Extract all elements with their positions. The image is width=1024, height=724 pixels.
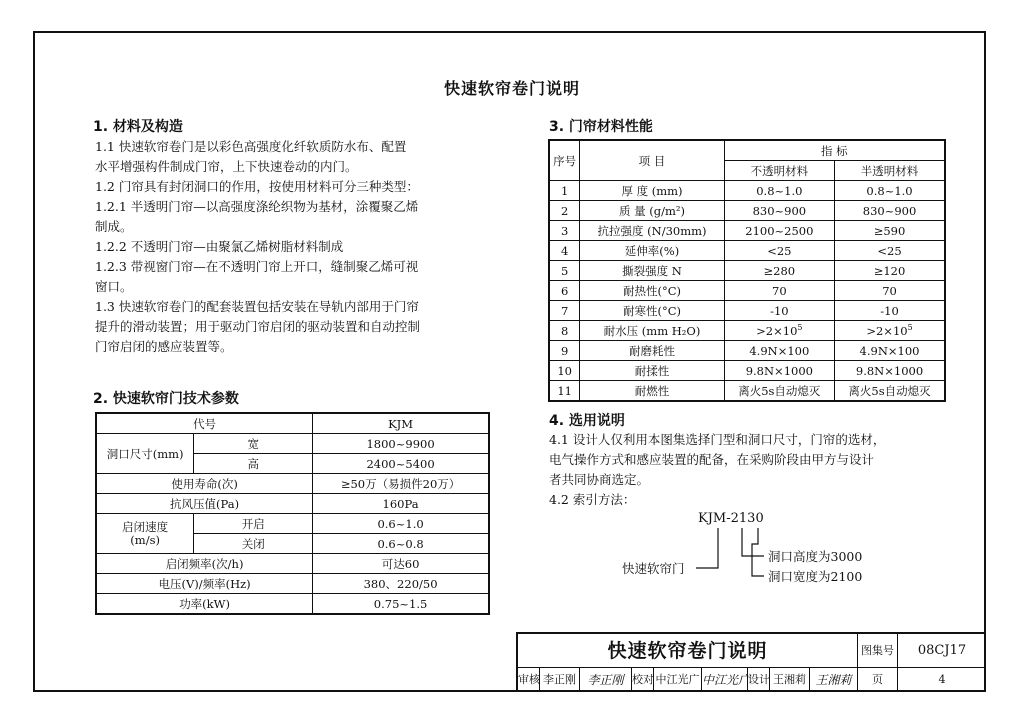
header-no: 序号 <box>549 140 580 181</box>
exponent: 5 <box>907 323 913 333</box>
material-opaque: 830~900 <box>752 203 807 218</box>
material-opaque: <25 <box>767 243 792 258</box>
material-semi: -10 <box>880 303 899 318</box>
material-no: 10 <box>557 363 572 378</box>
design-label: 设计 <box>748 668 770 692</box>
sec1-line: 提升的滑动装置；用于驱动门帘启闭的驱动装置和自动控制 <box>95 319 421 334</box>
material-no: 1 <box>561 183 569 198</box>
header-opaque: 不透明材料 <box>724 161 834 181</box>
open-label: 开启 <box>194 514 313 534</box>
sec1-line: 水平增强构件制成门帘，上下快速卷动的内门。 <box>95 159 358 174</box>
review-signature: 李正刚 <box>580 668 632 692</box>
code-label: 代号 <box>96 413 313 434</box>
material-item: 抗拉强度 (N/30mm) <box>597 223 707 238</box>
sec4-line: 4.1 设计人仅利用本图集选择门型和洞口尺寸，门帘的选材， <box>549 432 886 447</box>
height-label: 高 <box>194 454 313 474</box>
wind-pressure-label: 抗风压值(Pa) <box>96 494 313 514</box>
sec1-line: 窗口。 <box>95 279 133 294</box>
review-label: 审核 <box>518 668 540 692</box>
sec4-line: 电气操作方式和感应装置的配备，在采购阶段由甲方与设计 <box>549 452 875 467</box>
speed-label: 启闭速度 <box>122 519 169 534</box>
frequency-label: 启闭频率(次/h) <box>96 554 313 574</box>
code-value: KJM <box>313 413 489 434</box>
review-name: 李正刚 <box>540 668 580 692</box>
material-opaque: -10 <box>770 303 789 318</box>
width-label: 宽 <box>194 434 313 454</box>
material-item: 耐寒性(°C) <box>622 303 681 318</box>
sec1-line: 1.2.2 不透明门帘—由聚氯乙烯树脂材料制成 <box>95 239 344 254</box>
atlas-label: 图集号 <box>858 634 898 668</box>
index-height-label: 洞口高度为3000 <box>768 549 863 564</box>
material-semi: 0.8~1.0 <box>866 183 913 198</box>
power-label: 功率(kW) <box>96 594 313 615</box>
wind-pressure-value: 160Pa <box>313 494 489 514</box>
close-value: 0.6~0.8 <box>313 534 489 554</box>
open-value: 0.6~1.0 <box>313 514 489 534</box>
check-name: 中江光广 <box>654 668 702 692</box>
material-semi: 离火5s自动熄灭 <box>848 383 931 398</box>
voltage-value: 380、220/50 <box>313 574 489 594</box>
check-signature: 中江光广 <box>702 668 748 692</box>
material-semi: 70 <box>882 283 897 298</box>
material-no: 4 <box>561 243 569 258</box>
material-semi: <25 <box>877 243 902 258</box>
material-item: 延伸率(%) <box>624 243 680 258</box>
material-opaque: 2100~2500 <box>745 223 814 238</box>
material-semi: 4.9N×100 <box>859 343 920 358</box>
material-no: 6 <box>561 283 569 298</box>
material-item: 撕裂强度 N <box>622 263 682 278</box>
voltage-label: 电压(V)/频率(Hz) <box>96 574 313 594</box>
material-item: 耐燃性 <box>634 383 670 398</box>
material-opaque: 4.9N×100 <box>749 343 810 358</box>
close-label: 关闭 <box>194 534 313 554</box>
sec1-line: 制成。 <box>95 219 133 234</box>
material-no: 3 <box>561 223 569 238</box>
material-opaque: ≥280 <box>763 263 796 278</box>
material-opaque: 0.8~1.0 <box>756 183 803 198</box>
document-title: 快速软帘卷门说明 <box>443 79 580 98</box>
material-opaque: 离火5s自动熄灭 <box>738 383 821 398</box>
title-block-title: 快速软帘卷门说明 <box>518 634 858 668</box>
section-2-heading: 2. 快速软帘门技术参数 <box>93 391 239 407</box>
design-signature: 王湘莉 <box>810 668 858 692</box>
power-value: 0.75~1.5 <box>313 594 489 615</box>
leader-width <box>752 528 764 576</box>
material-item: 耐揉性 <box>634 363 670 378</box>
material-opaque: 9.8N×1000 <box>745 363 813 378</box>
sec1-line: 1.2.3 带视窗门帘—在不透明门帘上开口，缝制聚乙烯可视 <box>95 259 419 274</box>
material-semi: 830~900 <box>862 203 917 218</box>
exponent: 5 <box>797 323 803 333</box>
width-value: 1800~9900 <box>313 434 489 454</box>
index-width-label: 洞口宽度为2100 <box>768 569 863 584</box>
page-label: 页 <box>858 668 898 692</box>
sec4-line: 4.2 索引方法： <box>549 492 636 507</box>
atlas-value: 08CJ17 <box>898 634 986 668</box>
material-opaque: >2×10 <box>756 323 798 338</box>
check-label: 校对 <box>632 668 654 692</box>
leader-height <box>742 528 764 556</box>
sec4-line: 者共同协商选定。 <box>549 472 650 487</box>
material-semi: ≥120 <box>873 263 906 278</box>
material-no: 11 <box>557 383 572 398</box>
material-item: 质 量 (g/m²) <box>618 203 686 218</box>
index-code: KJM-2130 <box>698 511 764 526</box>
opening-size-label: 洞口尺寸(mm) <box>96 434 194 474</box>
material-no: 9 <box>561 343 569 358</box>
speed-unit: (m/s) <box>130 532 160 547</box>
material-semi: ≥590 <box>873 223 906 238</box>
material-no: 8 <box>561 323 569 338</box>
service-life-label: 使用寿命(次) <box>96 474 313 494</box>
index-door-label: 快速软帘门 <box>622 561 685 576</box>
page-value: 4 <box>938 673 946 686</box>
material-item: 耐磨耗性 <box>628 343 675 358</box>
design-name: 王湘莉 <box>770 668 810 692</box>
sec1-line: 1.1 快速软帘卷门是以彩色高强度化纤软质防水布、配置 <box>95 139 407 154</box>
material-item: 耐热性(°C) <box>622 283 681 298</box>
material-item: 耐水压 (mm H₂O) <box>603 323 701 338</box>
material-opaque: 70 <box>772 283 787 298</box>
material-no: 2 <box>561 203 569 218</box>
section-4-heading: 4. 选用说明 <box>549 413 625 429</box>
height-value: 2400~5400 <box>313 454 489 474</box>
header-index: 指 标 <box>724 140 945 161</box>
material-semi: 9.8N×1000 <box>855 363 924 378</box>
section-3-heading: 3. 门帘材料性能 <box>549 119 653 135</box>
sec1-line: 1.2 门帘具有封闭洞口的作用，按使用材料可分三种类型： <box>95 179 419 194</box>
material-semi: >2×10 <box>866 323 908 338</box>
material-no: 5 <box>561 263 569 278</box>
sec1-line: 1.3 快速软帘卷门的配套装置包括安装在导轨内部用于门帘 <box>95 299 419 314</box>
sec1-line: 1.2.1 半透明门帘—以高强度涤纶织物为基材，涂覆聚乙烯 <box>95 199 419 214</box>
service-life-value: ≥50万（易损件20万） <box>313 474 489 494</box>
section-1-heading: 1. 材料及构造 <box>93 119 183 135</box>
frequency-value: 可达60 <box>313 554 489 574</box>
header-item: 项 目 <box>580 140 724 181</box>
header-semi: 半透明材料 <box>835 161 945 181</box>
material-item: 厚 度 (mm) <box>621 183 683 198</box>
leader-door <box>696 528 718 568</box>
material-no: 7 <box>561 303 569 318</box>
sec1-line: 门帘启闭的感应装置等。 <box>95 339 233 354</box>
title-block <box>516 632 984 690</box>
